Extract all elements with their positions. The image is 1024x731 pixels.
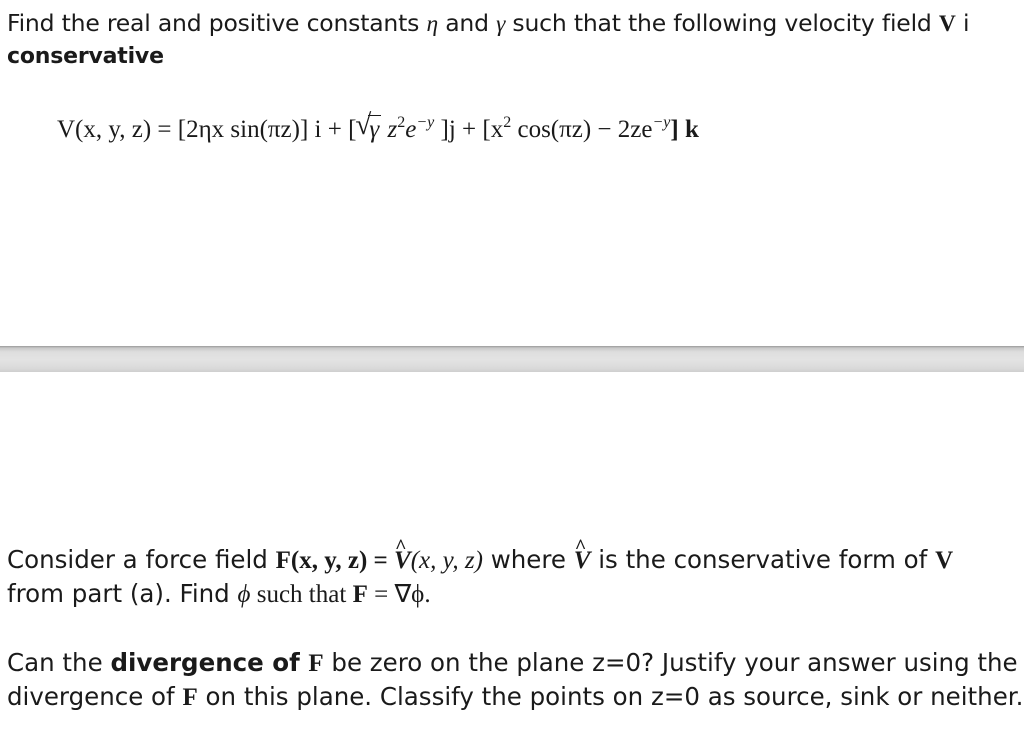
equation-rhs: ] k (670, 116, 699, 143)
phi-symbol: ϕ (237, 581, 251, 608)
text-segment: be zero on the plane z=0? Justify your answer using the (323, 648, 1018, 677)
force-symbol: F (182, 684, 198, 711)
equation-term: cos(πz) − 2ze (511, 116, 653, 143)
text-segment: divergence of (7, 682, 183, 711)
sqrt-icon: √ (355, 109, 372, 141)
force-field-symbol: F(x, y, z) = (275, 547, 395, 574)
force-symbol: F (352, 581, 368, 608)
superscript: −y (416, 114, 435, 131)
text-segment: from part (a). Find (7, 579, 238, 608)
part-c-question-line-2 (7, 683, 1023, 712)
text-segment: Find the real and positive constants (7, 9, 427, 37)
gamma-symbol: γ (496, 11, 506, 37)
force-symbol: F (308, 650, 324, 677)
part-a-question-line-1 (7, 9, 969, 38)
text-segment: Can the (7, 648, 111, 677)
equation-lhs: V(x, y, z) = [2ηx sin(πz)] i + [ (57, 116, 357, 143)
v-hat-symbol: ^ V (394, 547, 411, 575)
sqrt-argument: γ (369, 116, 380, 143)
velocity-symbol: V (938, 11, 956, 37)
text-segment: is the conservative form of (590, 545, 936, 574)
part-b-question-line-1 (7, 546, 953, 575)
v-hat-symbol: ^ V (574, 547, 591, 575)
velocity-symbol: V (935, 547, 954, 574)
superscript: 2 (397, 114, 406, 131)
part-b-question-line-2 (7, 580, 431, 609)
text-segment: i (955, 9, 970, 37)
eta-symbol: η (426, 11, 438, 37)
equation-term: e (405, 116, 417, 143)
text-segment: Consider a force field (7, 545, 276, 574)
math-args: (x, y, z) (410, 547, 483, 574)
text-segment: where (482, 545, 574, 574)
velocity-field-equation (57, 109, 699, 146)
superscript: 2 (503, 114, 512, 131)
equation-term: z (381, 116, 398, 143)
superscript: −y (652, 114, 671, 131)
text-segment: such that the following velocity field (505, 9, 939, 37)
part-a-question-line-2: conservative (7, 44, 164, 69)
part-c-question-line-1 (7, 649, 1018, 678)
sqrt-gamma (355, 109, 381, 146)
text-segment: on this plane. Classify the points on z=0 as source, sink or neither. (197, 682, 1024, 711)
bold-text: divergence of (110, 648, 309, 677)
text-segment: and (437, 9, 497, 37)
section-divider (0, 346, 1024, 372)
gradient-expression: = ∇ϕ. (367, 581, 431, 608)
equation-term: ]j + [x (434, 116, 504, 143)
text-segment: such that (250, 581, 353, 608)
